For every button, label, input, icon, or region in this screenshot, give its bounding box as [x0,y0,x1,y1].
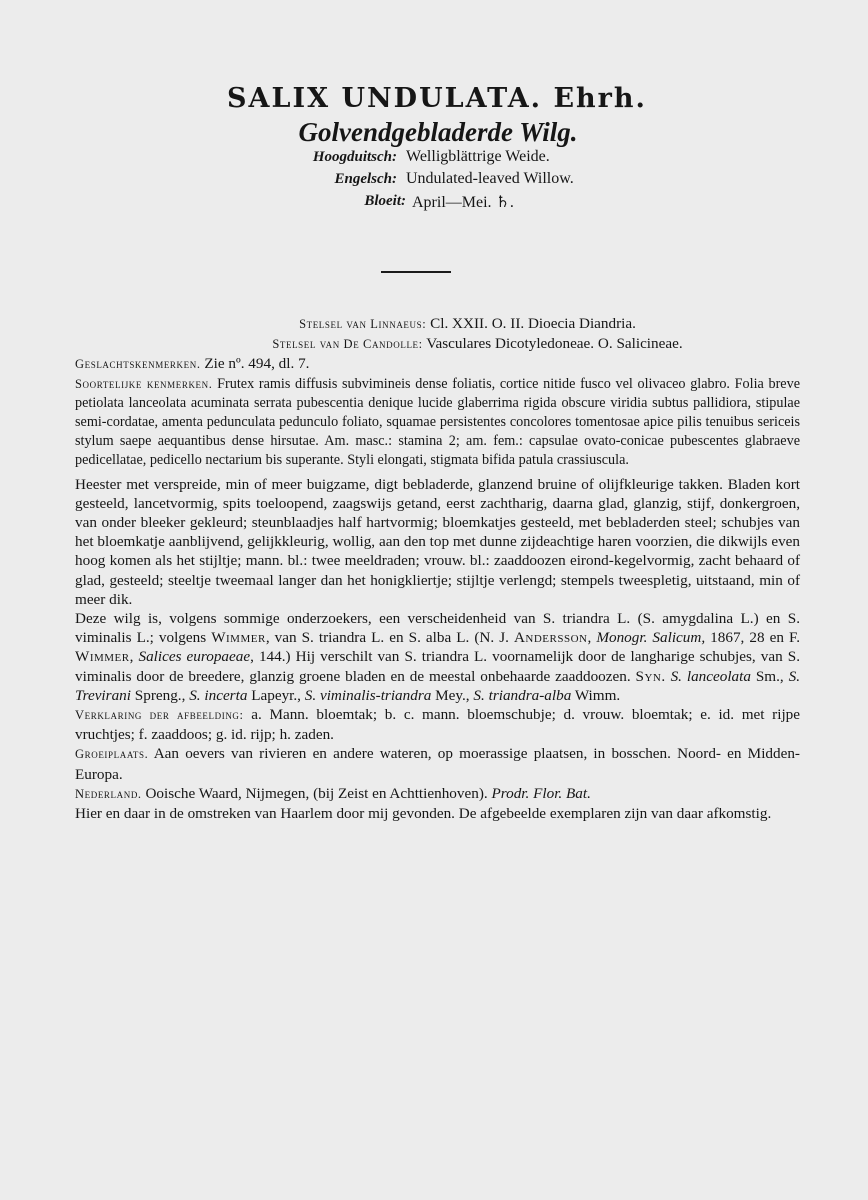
remarks-text: , van S. triandra L. en S. alba L. (N. J. [265,629,514,647]
figure-explanation [75,705,800,744]
linnaeus-value: Cl. XXII. O. II. Dioecia Diandria. [430,315,636,332]
english-name-row [0,170,868,192]
species-characters [75,375,800,471]
remarks-text: , 144.) Hij verschilt van S. triandra L. voornamelijk door de langharige schubjes, van S. viminalis door de breedere, glanzig groene bladen en de meestal onbehaarde zaaddoozen. [75,648,801,685]
author-wimmer: Wimmer [211,629,266,647]
genus-value: Zie nº. 494, dl. 7. [204,355,310,373]
synonym: S. lanceolata [665,667,751,685]
synonym-author: Sm., [750,667,789,685]
flowering-label: Bloeit: [364,193,406,209]
author-andersson: Andersson [513,629,588,647]
synonym: S. triandra-alba [473,686,572,704]
netherlands-label: Nederland. [75,786,142,801]
german-name-row [0,148,868,170]
figure-label: Verklaring der afbeelding: [75,708,244,723]
species-label: Soortelijke kenmerken. [75,376,213,391]
author-wimmer: Wimmer [75,648,130,666]
candolle-label: Stelsel van De Candolle: [272,337,423,352]
flowering-value: April—Mei. ♄. [412,194,514,211]
prodromus-citation: Prodr. Flor. Bat. [491,784,591,802]
figure-text: a. Mann. bloemtak; b. c. mann. bloemschubje; d. vrouw. bloemtak; e. id. met rijpe vruchtjes; f. zaaddoos; g. id. rijp; h. zaden. [75,706,800,744]
text-body [75,314,800,823]
synonym-author: Spreng., [130,686,190,704]
english-label: Engelsch: [334,171,397,187]
habitat [75,744,800,783]
synonym-author: Wimm. [571,686,621,704]
synonym-author: Lapeyr., [247,686,305,704]
linnaeus-system [75,314,800,334]
remarks-text: , [129,648,139,666]
header [0,82,868,214]
netherlands [75,784,800,804]
remarks-text: Deze wilg is, volgens sommige onderzoekers, een verscheidenheid van S. triandra L. (S. amygdalina L.) en S. viminalis L.; volgens [75,610,800,647]
citation-monograph: Monogr. Salicum, [596,629,706,647]
remarks-text: 1867, 28 en F. [705,629,800,647]
dutch-name: Golvendgebladerde Wilg. [298,117,578,147]
synonym: S. incerta [189,686,248,704]
citation-salices: Salices europaeae [138,648,251,666]
genus-characters [75,354,800,374]
page-title: SALIX UNDULATA. Ehrh. [227,83,647,114]
habitat-text: Aan oevers van rivieren en andere wateren, op moerassige plaatsen, in bosschen. Noord- en Midden-Europa. [75,745,800,783]
remarks [75,609,800,705]
species-text: Frutex ramis diffusis subvimineis dense foliatis, cortice nitide fusco vel olivaceo glabro. Folia breve petiolata lanceolata acuminata serrata pubescentia denique lucide glaberrima rigida obscure viridia subtus pallidiora, stipulae semi-cordatae, amenta pedunculata pedunculo foliato, squamae persistentes concolores tomentosae apice pilis tenuibus sericeis stylum saepe aequantibus dense hirsutae. Am. masc.: stamina 2; am. fem.: capsulae ovato-conicae pubescentes glabraeve pedicellatae, pedicello nectarium bis superante. Styli elongati, stigmata bifida patula crassiuscula. [75,375,800,469]
candolle-system [75,334,800,354]
english-value: Undulated-leaved Willow. [406,170,574,187]
german-value: Welligblättrige Weide. [406,148,550,165]
closing-note: Hier en daar in de omstreken van Haarlem door mij gevonden. De afgebeelde exemplaren zijn van daar afkomstig. [75,805,772,823]
flowering-row [0,192,868,214]
synonym-label: Syn. [635,667,666,685]
synonym: S. viminalis-triandra [304,686,432,704]
synonym: S. Trevirani [75,667,801,704]
netherlands-text: Ooische Waard, Nijmegen, (bij Zeist en Achttienhoven). [141,784,492,802]
genus-label: Geslachtskenmerken. [75,357,201,372]
german-label: Hoogduitsch: [312,149,397,165]
candolle-value: Vasculares Dicotyledoneae. O. Salicineae. [426,335,683,353]
remarks-text: , [587,629,597,647]
synonym-author: Mey., [431,686,474,704]
linnaeus-label: Stelsel van Linnaeus: [299,317,427,331]
divider [381,271,451,273]
habitat-label: Groeiplaats. [75,747,149,762]
description: Heester met verspreide, min of meer buigzame, digt bebladerde, glanzend bruine of olijfkleurige takken. Bladen kort gesteeld, lancetvormig, spits toeloopend, zaagswijs getand, eerst zachtharig, daarna glad, glanzig, stijf, donkergroen, van onder bleeker gekleurd; steunblaadjes half hartvormig; bloemkatjes gesteeld, met bebladerden steel; schubjes van het bloemkatje aanblijvend, gelijkkleurig, wollig, aan den top met dunne zijdeachtige haren voorzien, die dikwijls even hoog komen als het stijltje; mann. bl.: twee meeldraden; vrouw. bl.: zaaddoozen eirond-kegelvormig, zacht behaard of glad, gesteeld; steeltje tweemaal langer dan het honigkliertje; stijltje verlengd; stempels tweespletig, uitstaand, min of meer dik. [75,475,800,608]
